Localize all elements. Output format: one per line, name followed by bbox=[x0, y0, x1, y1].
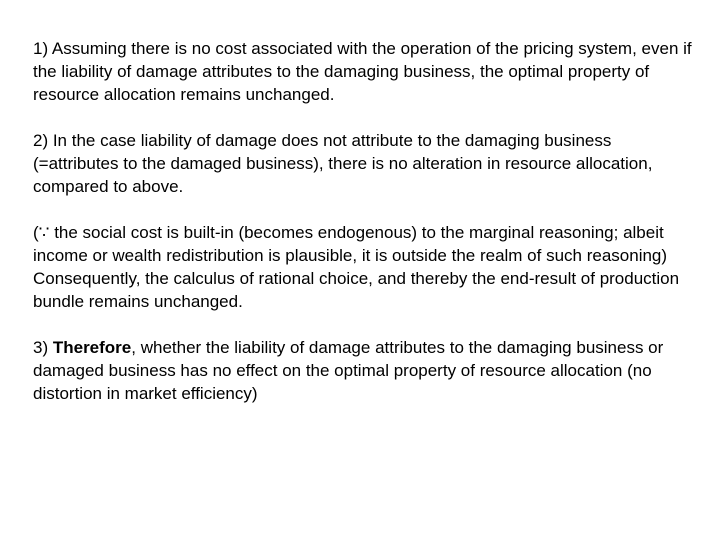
slide-text-body bbox=[33, 37, 693, 405]
paragraph-2: 2) In the case liability of damage does not attribute to the damaging business (=attributes to the damaged business), there is no alteration in resource allocation, compared to above. bbox=[33, 131, 653, 196]
paragraph-5-rest: , whether the liability of damage attributes to the damaging business or damaged business has no effect on the optimal property of resource allocation (no distortion in market efficiency) bbox=[33, 338, 664, 403]
paragraph-5-prefix: 3) bbox=[33, 338, 53, 357]
paragraph-3: (∵ the social cost is built-in (becomes endogenous) to the marginal reasoning; albeit income or wealth redistribution is plausible, it is outside the realm of such reasoning) bbox=[33, 223, 668, 265]
paragraph-1: 1) Assuming there is no cost associated with the operation of the pricing system, even if the liability of damage attributes to the damaging business, the optimal property of resource allocation remains unchanged. bbox=[33, 39, 692, 104]
paragraph-4: Consequently, the calculus of rational choice, and thereby the end-result of production bundle remains unchanged. bbox=[33, 269, 680, 311]
paragraph-5 bbox=[33, 336, 693, 405]
paragraph-5-bold-word: Therefore bbox=[52, 338, 132, 357]
